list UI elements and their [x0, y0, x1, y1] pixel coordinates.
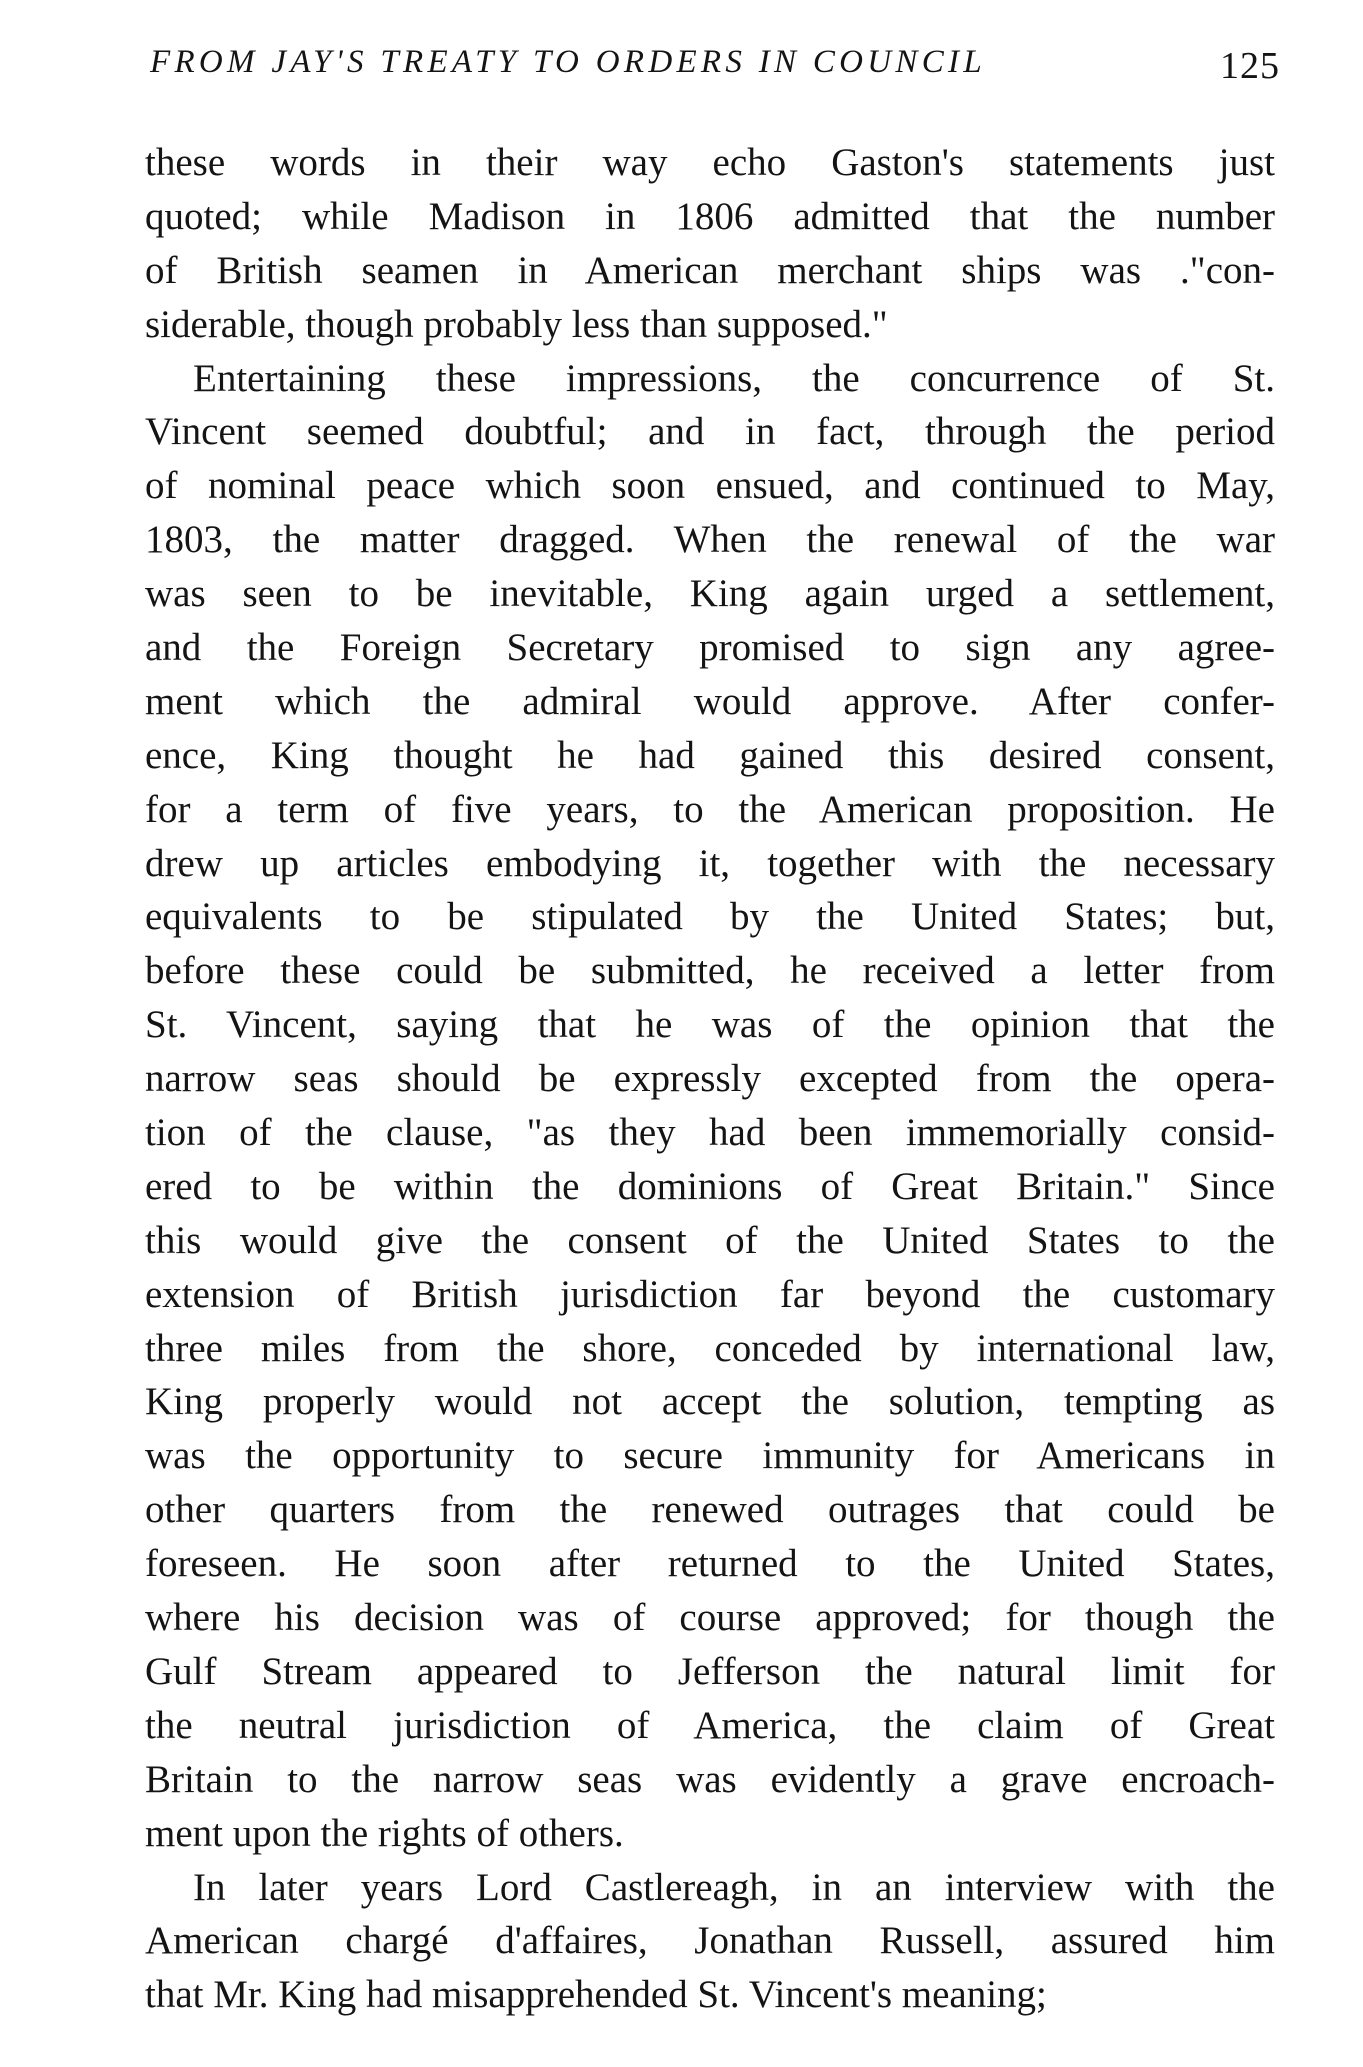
- text-line: and the Foreign Secretary promised to sign any agree-: [145, 626, 1275, 670]
- text-line: St. Vincent, saying that he was of the opinion that the: [145, 1003, 1275, 1047]
- running-title: FROM JAY'S TREATY TO ORDERS IN COUNCIL: [150, 44, 987, 80]
- text-line: King properly would not accept the solution, tempting as: [145, 1380, 1275, 1424]
- text-line: this would give the consent of the United States to the: [145, 1218, 1275, 1262]
- text-line: these words in their way echo Gaston's statements just: [145, 141, 1275, 184]
- text-line: for a term of five years, to the American proposition. He: [145, 787, 1275, 831]
- text-line: of nominal peace which soon ensued, and continued to May,: [145, 464, 1275, 508]
- text-line: three miles from the shore, conceded by international law,: [145, 1326, 1275, 1370]
- text-line: quoted; while Madison in 1806 admitted that the number: [145, 194, 1275, 238]
- text-line: drew up articles embodying it, together with the necessary: [145, 841, 1275, 885]
- text-line: siderable, though probably less than supposed.": [145, 302, 888, 346]
- text-line: Britain to the narrow seas was evidently a grave encroach-: [145, 1757, 1275, 1801]
- text-line: was seen to be inevitable, King again urged a settlement,: [145, 572, 1275, 616]
- text-line: American chargé d'affaires, Jonathan Russell, assured him: [145, 1919, 1275, 1963]
- text-line: ence, King thought he had gained this desired consent,: [145, 733, 1275, 777]
- text-line: In later years Lord Castlereagh, in an interview with the: [193, 1865, 1275, 1909]
- page-number: 125: [1220, 45, 1280, 87]
- running-head: [150, 44, 1280, 104]
- text-line: where his decision was of course approved; for though the: [145, 1596, 1275, 1640]
- text-line: the neutral jurisdiction of America, the claim of Great: [145, 1703, 1275, 1747]
- text-line: ment which the admiral would approve. After confer-: [145, 679, 1275, 723]
- text-line: was the opportunity to secure immunity for Americans in: [145, 1434, 1275, 1478]
- text-line: foreseen. He soon after returned to the United States,: [145, 1542, 1275, 1586]
- text-line: of British seamen in American merchant ships was ."con-: [145, 248, 1275, 292]
- text-line: that Mr. King had misapprehended St. Vincent's meaning;: [145, 1973, 1047, 2017]
- text-line: narrow seas should be expressly excepted from the opera-: [145, 1057, 1275, 1101]
- body-text: [145, 136, 1275, 2022]
- text-line: equivalents to be stipulated by the United States; but,: [145, 895, 1275, 939]
- text-line: other quarters from the renewed outrages that could be: [145, 1488, 1275, 1532]
- text-line: Entertaining these impressions, the concurrence of St.: [193, 356, 1275, 400]
- text-line: ered to be within the dominions of Great Britain." Since: [145, 1164, 1275, 1208]
- text-line: tion of the clause, "as they had been immemorially consid-: [145, 1111, 1275, 1155]
- text-line: 1803, the matter dragged. When the renewal of the war: [145, 518, 1275, 562]
- text-line: extension of British jurisdiction far beyond the customary: [145, 1272, 1275, 1316]
- text-line: Gulf Stream appeared to Jefferson the natural limit for: [145, 1649, 1275, 1693]
- text-line: ment upon the rights of others.: [145, 1811, 624, 1855]
- text-line: Vincent seemed doubtful; and in fact, through the period: [145, 410, 1275, 454]
- text-line: before these could be submitted, he received a letter from: [145, 949, 1275, 993]
